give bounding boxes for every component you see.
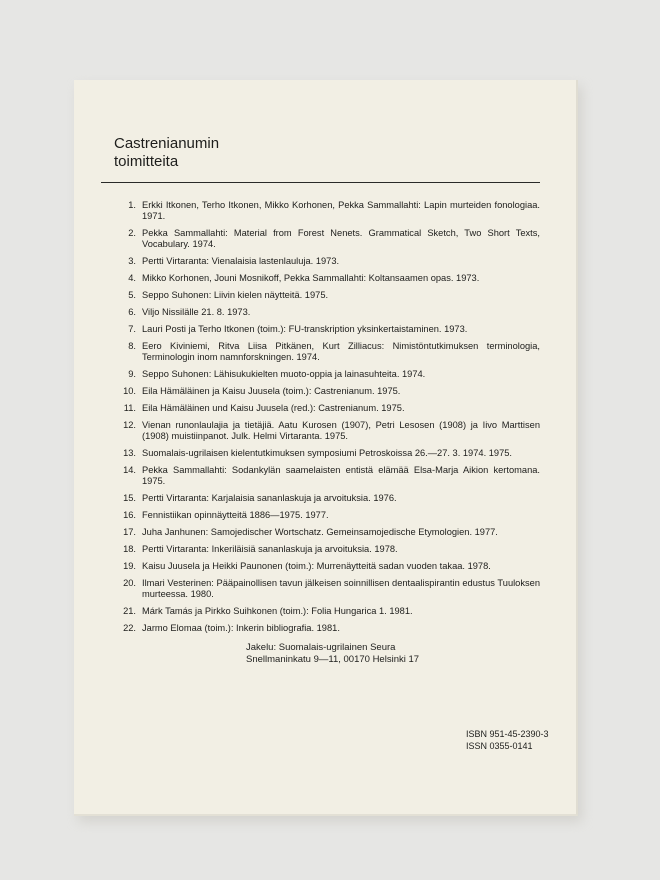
- item-number: 10.: [123, 386, 136, 396]
- list-item: [101, 420, 540, 442]
- list-item: [101, 200, 540, 222]
- list-item: [101, 578, 540, 600]
- distribution-line-1: Jakelu: Suomalais-ugrilainen Seura: [246, 642, 396, 653]
- item-number: 14.: [123, 465, 136, 475]
- book-back-cover: [74, 80, 578, 816]
- item-number: 3.: [128, 256, 136, 266]
- item-number: 1.: [128, 200, 136, 210]
- item-text: Suomalais-ugrilaisen kielentutkimuksen symposiumi Petroskoissa 26.—27. 3. 1974. 1975.: [142, 448, 512, 458]
- list-item: [101, 256, 540, 267]
- item-text: Erkki Itkonen, Terho Itkonen, Mikko Korhonen, Pekka Sammallahti: Lapin murteiden fonologiaa. 1971.: [142, 200, 540, 221]
- item-text: Seppo Suhonen: Liivin kielen näytteitä. 1975.: [142, 290, 329, 300]
- item-number: 18.: [123, 544, 136, 554]
- item-number: 19.: [123, 561, 136, 571]
- series-title: [114, 135, 219, 171]
- item-number: 9.: [128, 369, 136, 379]
- item-text: Márk Tamás ja Pirkko Suihkonen (toim.): Folia Hungarica 1. 1981.: [142, 606, 413, 616]
- list-item: [101, 403, 540, 414]
- item-number: 6.: [128, 307, 136, 317]
- title-divider: [101, 182, 540, 183]
- item-text: Seppo Suhonen: Lähisukukielten muoto-oppia ja lainasuhteita. 1974.: [142, 369, 426, 379]
- item-number: 4.: [128, 273, 136, 283]
- item-text: Pertti Virtaranta: Vienalaisia lastenlauluja. 1973.: [142, 256, 340, 266]
- item-text: Lauri Posti ja Terho Itkonen (toim.): FU-transkription yksinkertaistaminen. 1973.: [142, 324, 468, 334]
- item-text: Pertti Virtaranta: Karjalaisia sananlaskuja ja arvoituksia. 1976.: [142, 493, 397, 503]
- list-item: [101, 341, 540, 363]
- list-item: [101, 527, 540, 538]
- item-text: Viljo Nissilälle 21. 8. 1973.: [142, 307, 251, 317]
- distribution-line-2: Snellmaninkatu 9—11, 00170 Helsinki 17: [246, 654, 420, 665]
- list-item: [101, 465, 540, 487]
- item-number: 13.: [123, 448, 136, 458]
- item-number: 20.: [123, 578, 136, 588]
- item-number: 11.: [123, 403, 136, 413]
- item-text: Pekka Sammallahti: Material from Forest Nenets. Grammatical Sketch, Two Short Texts, Vocabulary. 1974.: [142, 228, 540, 249]
- list-item: [101, 228, 540, 250]
- item-number: 7.: [128, 324, 136, 334]
- list-item: [101, 623, 540, 634]
- item-text: Jarmo Elomaa (toim.): Inkerin bibliografia. 1981.: [142, 623, 340, 633]
- item-text: Eero Kiviniemi, Ritva Liisa Pitkänen, Kurt Zilliacus: Nimistöntutkimuksen terminologia, Terminologin inom namnforskningen. 1974.: [142, 341, 540, 362]
- list-item: [101, 606, 540, 617]
- item-number: 5.: [128, 290, 136, 300]
- item-number: 17.: [123, 527, 136, 537]
- item-text: Juha Janhunen: Samojedischer Wortschatz. Gemeinsamojedische Etymologien. 1977.: [142, 527, 498, 537]
- item-number: 8.: [128, 341, 136, 351]
- item-text: Eila Hämäläinen und Kaisu Juusela (red.): Castrenianum. 1975.: [142, 403, 405, 413]
- list-item: [101, 324, 540, 335]
- list-item: [101, 561, 540, 572]
- item-number: 16.: [123, 510, 136, 520]
- item-text: Pekka Sammallahti: Sodankylän saamelaisten entistä elämää Elsa-Marja Aikion kertomana. 1975.: [142, 465, 540, 486]
- list-item: [101, 386, 540, 397]
- item-number: 12.: [123, 420, 136, 430]
- item-text: Ilmari Vesterinen: Pääpainollisen tavun jälkeisen soinnillisen dentaalispirantin edustus Tuuloksen murteessa. 1980.: [142, 578, 540, 599]
- series-title-line-2: toimitteita: [114, 153, 179, 170]
- list-item: [101, 273, 540, 284]
- publication-codes: [466, 728, 549, 752]
- list-item: [101, 307, 540, 318]
- item-text: Mikko Korhonen, Jouni Mosnikoff, Pekka Sammallahti: Koltansaamen opas. 1973.: [142, 273, 480, 283]
- item-text: Eila Hämäläinen ja Kaisu Juusela (toim.): Castrenianum. 1975.: [142, 386, 401, 396]
- issn-code: ISSN 0355-0141: [466, 741, 533, 751]
- list-item: [101, 510, 540, 521]
- series-title-line-1: Castrenianumin: [114, 135, 220, 152]
- item-number: 21.: [123, 606, 136, 616]
- list-item: [101, 493, 540, 504]
- list-item: [101, 369, 540, 380]
- item-text: Pertti Virtaranta: Inkeriläisiä sananlaskuja ja arvoituksia. 1978.: [142, 544, 398, 554]
- list-item: [101, 448, 540, 459]
- isbn-code: ISBN 951-45-2390-3: [466, 729, 549, 739]
- item-text: Fennistiikan opinnäytteitä 1886—1975. 1977.: [142, 510, 329, 520]
- publication-list: [101, 200, 540, 640]
- list-item: [101, 290, 540, 301]
- distribution-info: [246, 642, 419, 666]
- item-text: Kaisu Juusela ja Heikki Paunonen (toim.): Murrenäytteitä sadan vuoden takaa. 1978.: [142, 561, 491, 571]
- list-item: [101, 544, 540, 555]
- item-number: 22.: [123, 623, 136, 633]
- item-number: 2.: [128, 228, 136, 238]
- item-number: 15.: [123, 493, 136, 503]
- item-text: Vienan runonlaulajia ja tietäjiä. Aatu Kurosen (1907), Petri Lesosen (1908) ja Iivo Marttisen (1908) muistiinpanot. Julk. Helmi Virtaranta. 1975.: [142, 420, 540, 441]
